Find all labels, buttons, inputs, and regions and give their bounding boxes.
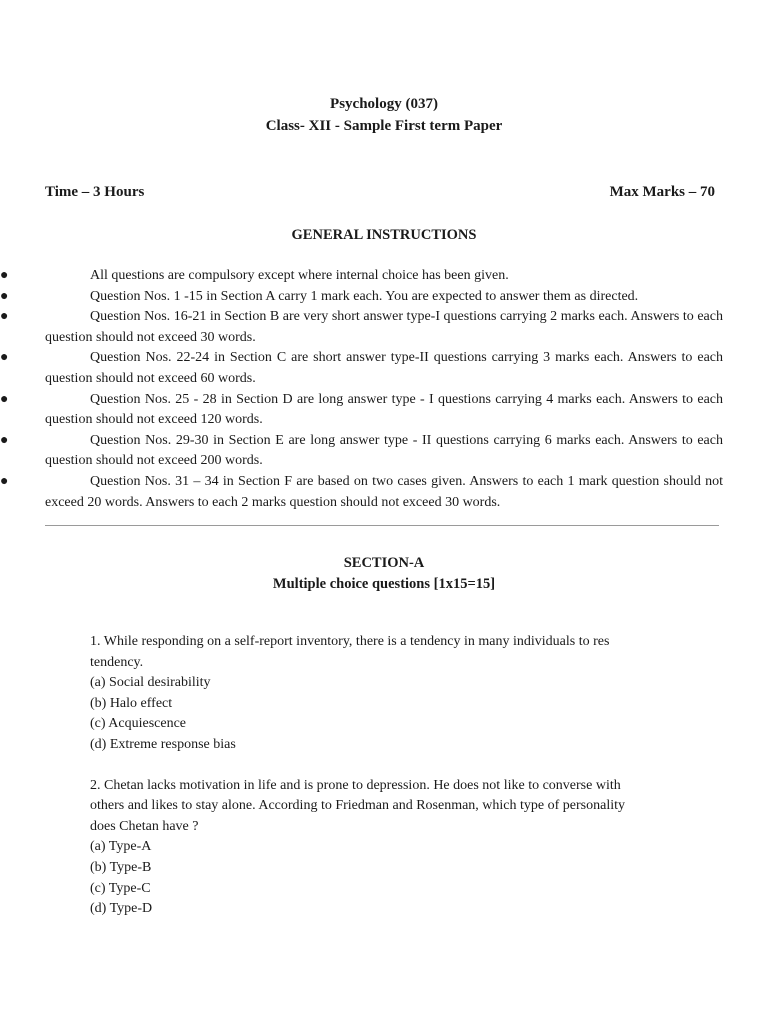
instruction-item xyxy=(0,472,723,513)
section-title: SECTION-A xyxy=(343,555,425,571)
option-b: (b) Halo effect xyxy=(90,695,173,711)
option-b: (b) Type-B xyxy=(90,859,152,875)
question-text: does Chetan have ? xyxy=(90,818,199,834)
instruction-text: Question Nos. 22-24 in Section C are short answer type-II questions carrying 3 marks each. Answers to each question should not exceed 60 words. xyxy=(45,350,723,386)
option-c: (c) Type-C xyxy=(90,880,151,896)
question-text: others and likes to stay alone. According to Friedman and Rosenman, which type of personality xyxy=(90,798,625,814)
instructions-list xyxy=(0,266,723,513)
paper-subtitle: Class- XII - Sample First term Paper xyxy=(265,118,503,134)
option-d: (d) Extreme response bias xyxy=(90,736,236,752)
instruction-item xyxy=(0,348,723,389)
option-a: (a) Social desirability xyxy=(90,675,211,691)
instruction-item xyxy=(0,431,723,472)
question-text: tendency. xyxy=(90,654,144,670)
question-text: 2. Chetan lacks motivation in life and is prone to depression. He does not like to converse with xyxy=(90,777,621,793)
section-a-header xyxy=(0,553,768,595)
instruction-item xyxy=(0,266,723,287)
bullet-icon: ● xyxy=(0,268,9,283)
instruction-item xyxy=(0,307,723,348)
bullet-icon: ● xyxy=(0,288,9,304)
bullet-icon: ● xyxy=(0,432,9,448)
question-2 xyxy=(90,776,730,920)
instruction-text: Question Nos. 1 -15 in Section A carry 1 mark each. You are expected to answer them as directed. xyxy=(90,288,639,304)
general-instructions-heading: GENERAL INSTRUCTIONS xyxy=(291,227,477,243)
question-list xyxy=(90,632,730,940)
instruction-text: All questions are compulsory except where internal choice has been given. xyxy=(90,268,509,283)
bullet-icon: ● xyxy=(0,473,9,489)
paper-title xyxy=(0,93,768,137)
time-allowed: Time – 3 Hours xyxy=(45,184,145,200)
subject-title: Psychology (037) xyxy=(330,96,438,112)
max-marks: Max Marks – 70 xyxy=(609,184,715,200)
instruction-text: Question Nos. 16-21 in Section B are very short answer type-I questions carrying 2 marks each. Answers to each question should not exceed 30 words. xyxy=(45,309,723,345)
option-a: (a) Type-A xyxy=(90,839,152,855)
bullet-icon: ● xyxy=(0,350,9,366)
instruction-text: Question Nos. 29-30 in Section E are long answer type - II questions carrying 6 marks each. Answers to each question should not exceed 200 words. xyxy=(45,432,723,469)
instruction-text: Question Nos. 25 - 28 in Section D are long answer type - I questions carrying 4 marks each. Answers to each question should not exceed 120 words. xyxy=(45,391,723,428)
instruction-item xyxy=(0,287,723,308)
option-d: (d) Type-D xyxy=(90,901,153,917)
bullet-icon: ● xyxy=(0,309,9,325)
instruction-text: Question Nos. 31 – 34 in Section F are based on two cases given. Answers to each 1 mark question should not exceed 20 words. Answers to each 2 marks question should not exceed 30 words. xyxy=(45,473,723,510)
question-1 xyxy=(90,632,730,756)
horizontal-divider xyxy=(45,525,719,526)
option-c: (c) Acquiescence xyxy=(90,716,186,732)
bullet-icon: ● xyxy=(0,391,9,407)
question-text: 1. While responding on a self-report inventory, there is a tendency in many individuals to res xyxy=(90,634,610,649)
section-subtitle: Multiple choice questions [1x15=15] xyxy=(272,576,496,592)
instruction-item xyxy=(0,390,723,431)
paper-meta xyxy=(45,182,715,203)
